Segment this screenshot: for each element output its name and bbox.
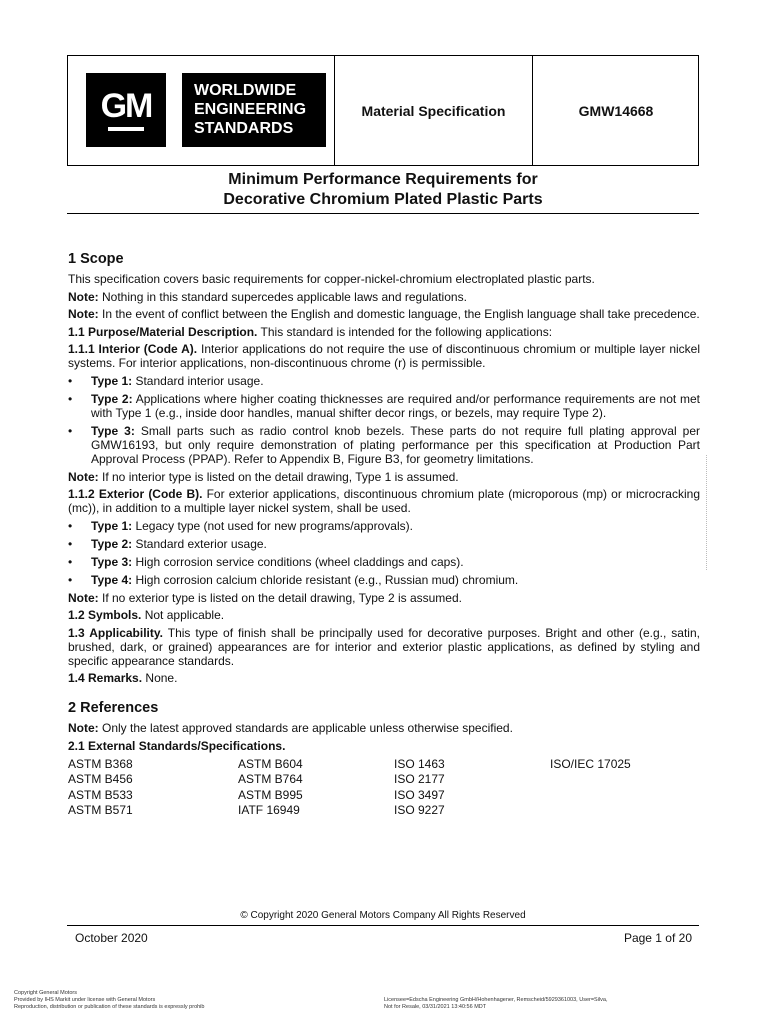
list-item: • Type 4: High corrosion calcium chloride resistant (e.g., Russian mud) chromium. <box>68 572 519 587</box>
reference-item: ASTM B368 <box>68 756 133 771</box>
note-paragraph: Note: In the event of conflict between the English and domestic language, the English language shall take precedence. <box>68 307 700 321</box>
reference-item: ASTM B533 <box>68 787 133 802</box>
doc-type: Material Specification <box>361 102 506 119</box>
gm-logo <box>86 73 166 147</box>
reference-item <box>550 788 700 804</box>
title-rule <box>67 213 699 214</box>
section-1-3: 1.3 Applicability. This type of finish shall be principally used for decorative purposes. Bright and other (e.g., satin, brushed, dark, or grained) appearances are for interior and exterior plastic applications, as defined by styling and specific appearance standards. <box>68 625 700 668</box>
section-heading-references: 2 References <box>68 700 159 716</box>
gm-logo-text: GM <box>100 87 152 125</box>
side-margin-mark <box>706 455 711 570</box>
document-title <box>67 170 699 210</box>
section-2-1: 2.1 External Standards/Specifications. <box>68 738 286 753</box>
copyright-notice: © Copyright 2020 General Motors Company All Rights Reserved <box>240 910 526 921</box>
reference-item: ASTM B571 <box>68 803 133 817</box>
reference-item <box>550 803 700 819</box>
document-body <box>68 250 700 819</box>
license-notice-right: Licensee=Edscha Engineering GmbH/Hohenhagener, Remscheid/5929361003, User=Silva, Not for Resale, 03/31/2021 13:40:56 MDT <box>384 997 608 1010</box>
reference-item <box>550 772 700 788</box>
reference-item: ASTM B995 <box>238 787 303 802</box>
note-paragraph: Note: If no exterior type is listed on the detail drawing, Type 2 is assumed. <box>68 590 462 605</box>
note-paragraph: Note: Only the latest approved standards are applicable unless otherwise specified. <box>68 721 513 735</box>
header-box <box>67 55 699 166</box>
section-1-1-2: 1.1.2 Exterior (Code B). For exterior applications, discontinuous chromium plate (microporous (mp) or microcracking (mc)), in addition to a multiple layer nickel system, shall be used. <box>68 487 700 515</box>
section-1-2: 1.2 Symbols. Not applicable. <box>68 608 225 622</box>
reference-item: ISO 2177 <box>394 772 445 786</box>
note-paragraph: Note: Nothing in this standard supercedes applicable laws and regulations. <box>68 289 467 304</box>
section-heading-scope: 1 Scope <box>68 251 124 267</box>
standards-line-3: STANDARDS <box>194 120 294 137</box>
doc-number: GMW14668 <box>578 102 654 119</box>
reference-item: ASTM B456 <box>68 772 133 786</box>
bullet-icon: • <box>68 554 73 569</box>
bullet-icon: • <box>68 423 73 438</box>
footer-date: October 2020 <box>75 931 148 945</box>
gm-logo-underline <box>108 127 144 131</box>
list-item: • Type 3: Small parts such as radio control knob bezels. These parts do not require full plating approval per GMW16193, but only require demonstration of plating performance per this specification at Production Part Approval Process (PPAP). Refer to Appendix B, Figure B3, for geometry limitations. <box>68 423 701 466</box>
title-line-1: Minimum Performance Requirements for <box>228 171 538 188</box>
reference-item: ISO 3497 <box>394 787 445 802</box>
reference-item: ASTM B764 <box>238 772 303 786</box>
standards-line-2: ENGINEERING <box>194 101 307 118</box>
scope-intro: This specification covers basic requirements for copper-nickel-chromium electroplated plastic parts. <box>68 272 595 286</box>
list-item: • Type 2: Standard exterior usage. <box>68 536 267 551</box>
bullet-icon: • <box>68 518 73 533</box>
bullet-icon: • <box>68 572 73 587</box>
standards-line-1: WORLDWIDE <box>194 82 297 99</box>
reference-item: ISO/IEC 17025 <box>550 756 631 771</box>
list-item: • Type 1: Standard interior usage. <box>68 373 264 388</box>
section-1-4: 1.4 Remarks. None. <box>68 671 178 685</box>
list-item: • Type 1: Legacy type (not used for new programs/approvals). <box>68 518 413 533</box>
page-number: Page 1 of 20 <box>623 931 692 945</box>
worldwide-engineering-standards-badge <box>182 73 326 147</box>
reference-item: ISO 1463 <box>394 756 445 771</box>
references-grid <box>68 757 700 819</box>
reference-item: IATF 16949 <box>238 803 300 817</box>
license-notice-left: Copyright General Motors Provided by IHS Markit under license with General Motors Reproduction, distribution or publication of these standards is expressly prohib <box>14 990 205 1010</box>
section-1-1-1: 1.1.1 Interior (Code A). Interior applications do not require the use of discontinuous chromium or multiple layer nickel systems. For interior applications, non-discontinuous chrome (r) is permissible. <box>68 342 700 370</box>
footer-rule <box>67 925 699 926</box>
section-1-1: 1.1 Purpose/Material Description. This standard is intended for the following applications: <box>68 324 553 339</box>
title-line-2: Decorative Chromium Plated Plastic Parts <box>223 191 543 208</box>
note-paragraph: Note: If no interior type is listed on the detail drawing, Type 1 is assumed. <box>68 469 459 484</box>
reference-item: ASTM B604 <box>238 756 303 771</box>
reference-item: ISO 9227 <box>394 803 445 817</box>
bullet-icon: • <box>68 391 73 406</box>
list-item: • Type 3: High corrosion service conditions (wheel claddings and caps). <box>68 554 464 569</box>
bullet-icon: • <box>68 373 73 388</box>
bullet-icon: • <box>68 536 73 551</box>
list-item: • Type 2: Applications where higher coating thicknesses are required and/or performance requirements are not met with Type 1 (e.g., inside door handles, manual shifter decor rings, or bezels, may require Type 2). <box>68 391 701 420</box>
